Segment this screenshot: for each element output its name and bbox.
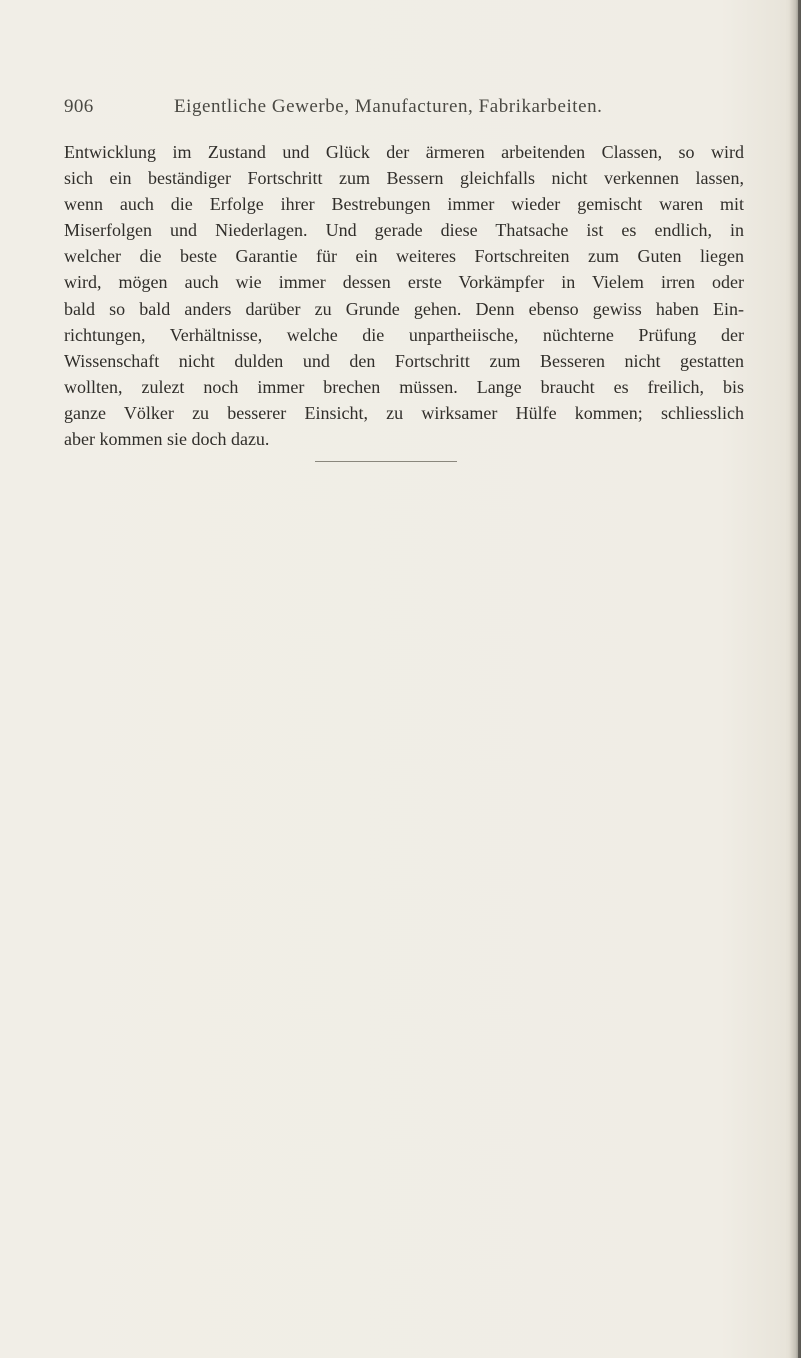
text-line: richtungen, Verhältnisse, welche die unpartheiische, nüchterne Prüfung der bbox=[64, 324, 744, 345]
body-paragraph bbox=[64, 139, 744, 452]
text-line: Wissenschaft nicht dulden und den Fortschritt zum Besseren nicht gestatten bbox=[64, 350, 744, 371]
text-line: ganze Völker zu besserer Einsicht, zu wirksamer Hülfe kommen; schliesslich bbox=[64, 402, 744, 423]
running-head-title: Eigentliche Gewerbe, Manufacturen, Fabrikarbeiten. bbox=[174, 96, 603, 117]
text-line: Entwicklung im Zustand und Glück der ärmeren arbeitenden Classen, so wird bbox=[64, 142, 744, 162]
page-header bbox=[64, 96, 744, 118]
text-line: wird, mögen auch wie immer dessen erste Vorkämpfer in Vielem irren oder bbox=[64, 272, 744, 293]
section-divider bbox=[315, 461, 457, 462]
text-line: Miserfolgen und Niederlagen. Und gerade diese Thatsache ist es endlich, in bbox=[64, 220, 744, 241]
text-line: welcher die beste Garantie für ein weiteres Fortschreiten zum Guten liegen bbox=[64, 246, 744, 267]
text-line: sich ein beständiger Fortschritt zum Bessern gleichfalls nicht verkennen lassen, bbox=[64, 168, 744, 189]
text-line: wollten, zulezt noch immer brechen müssen. Lange braucht es freilich, bis bbox=[64, 376, 744, 397]
text-line: bald so bald anders darüber zu Grunde gehen. Denn ebenso gewiss haben Ein- bbox=[64, 298, 744, 319]
text-line: wenn auch die Erfolge ihrer Bestrebungen immer wieder gemischt waren mit bbox=[64, 194, 744, 215]
page-number: 906 bbox=[64, 96, 94, 117]
text-line: aber kommen sie doch dazu. bbox=[64, 429, 270, 450]
